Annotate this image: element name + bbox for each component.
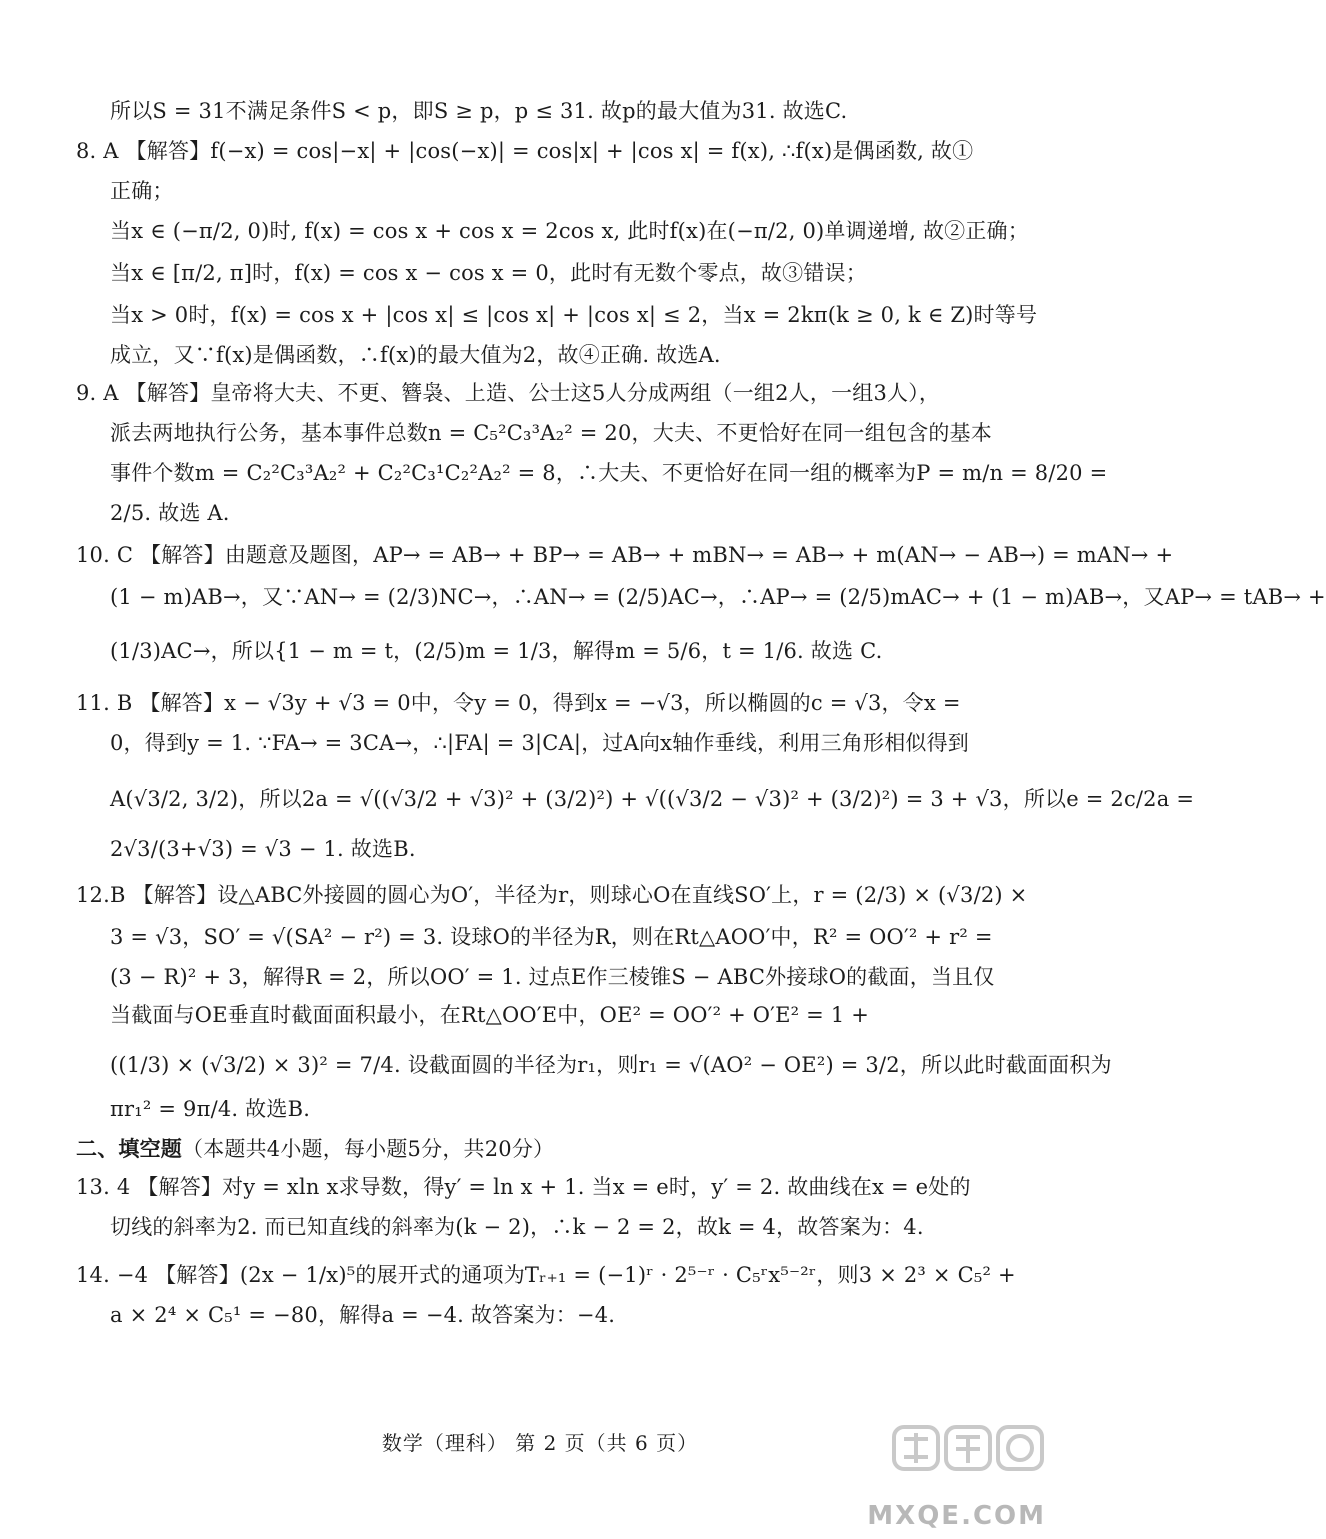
answer-11-line-1: 11. B 【解答】x − √3y + √3 = 0中，令y = 0，得到x = −√3，所以椭圆的c = √3，令x = bbox=[76, 691, 961, 715]
answer-10-line-1: 10. C 【解答】由题意及题图，AP→ = AB→ + BP→ = AB→ + mBN→ = AB→ + m(AN→ − AB→) = mAN→ + bbox=[76, 543, 1174, 567]
text-line: 当x > 0时，f(x) = cos x + |cos x| ≤ |cos x| + |cos x| ≤ 2，当x = 2kπ(k ≥ 0, k ∈ Z)时等号 bbox=[110, 303, 1038, 327]
page-footer: 数学（理科） 第 2 页（共 6 页） bbox=[381, 1431, 699, 1455]
text-line: 2/5. 故选 A. bbox=[110, 501, 230, 525]
text-line: 0，得到y = 1. ∵FA→ = 3CA→，∴|FA| = 3|CA|，过A向x轴作垂线，利用三角形相似得到 bbox=[110, 731, 970, 755]
section-note: （本题共4小题，每小题5分，共20分） bbox=[182, 1137, 555, 1161]
text-line: (3 − R)² + 3，解得R = 2，所以OO′ = 1. 过点E作三棱锥S − ABC外接球O的截面，当且仅 bbox=[110, 965, 995, 989]
text-line: 切线的斜率为2. 而已知直线的斜率为(k − 2)，∴k − 2 = 2，故k = 4，故答案为：4. bbox=[110, 1215, 924, 1239]
text-line: ((1/3) × (√3/2) × 3)² = 7/4. 设截面圆的半径为r₁，则r₁ = √(AO² − OE²) = 3/2，所以此时截面面积为 bbox=[110, 1053, 1112, 1077]
section-title: 二、填空题 bbox=[76, 1136, 182, 1161]
text-line: 所以S = 31不满足条件S < p，即S ≥ p，p ≤ 31. 故p的最大值为31. 故选C. bbox=[110, 99, 848, 123]
answer-12-line-1: 12.B 【解答】设△ABC外接圆的圆心为O′，半径为r，则球心O在直线SO′上，r = (2/3) × (√3/2) × bbox=[76, 883, 1028, 907]
text-line: 事件个数m = C₂²C₃³A₂² + C₂²C₃¹C₂²A₂² = 8，∴大夫、不更恰好在同一组的概率为P = m/n = 8/20 = bbox=[110, 461, 1108, 485]
answer-14-line-1: 14. −4 【解答】(2x − 1/x)⁵的展开式的通项为Tᵣ₊₁ = (−1)ʳ · 2⁵⁻ʳ · C₅ʳx⁵⁻²ʳ，则3 × 2³ × C₅² + bbox=[76, 1263, 1016, 1287]
answer-9-line-1: 9. A 【解答】皇帝将大夫、不更、簪袅、上造、公士这5人分成两组（一组2人，一组3人）， bbox=[76, 381, 941, 405]
text-line: 3 = √3，SO′ = √(SA² − r²) = 3. 设球O的半径为R，则在Rt△AOO′中，R² = OO′² + r² = bbox=[110, 925, 993, 949]
text-line: a × 2⁴ × C₅¹ = −80，解得a = −4. 故答案为：−4. bbox=[110, 1303, 616, 1327]
answer-13-line-1: 13. 4 【解答】对y = xln x求导数，得y′ = ln x + 1. 当x = e时，y′ = 2. 故曲线在x = e处的 bbox=[76, 1175, 971, 1199]
text-line: 正确； bbox=[110, 179, 174, 203]
text-line: 当x ∈ [π/2, π]时，f(x) = cos x − cos x = 0，此时有无数个零点，故③错误； bbox=[110, 261, 867, 285]
text-line: 当截面与OE垂直时截面面积最小，在Rt△OO′E中，OE² = OO′² + O′E² = 1 + bbox=[110, 1003, 870, 1027]
text-line: 当x ∈ (−π/2, 0)时, f(x) = cos x + cos x = 2cos x, 此时f(x)在(−π/2, 0)单调递增, 故②正确； bbox=[110, 219, 1029, 243]
watermark-text: MXQE.COM bbox=[867, 1501, 1046, 1531]
text-line: πr₁² = 9π/4. 故选B. bbox=[110, 1097, 311, 1121]
text-line: (1/3)AC→，所以{1 − m = t，(2/5)m = 1/3，解得m = 5/6，t = 1/6. 故选 C. bbox=[110, 639, 883, 663]
section-heading bbox=[76, 1134, 1106, 1164]
text-line: A(√3/2, 3/2)，所以2a = √((√3/2 + √3)² + (3/2)²) + √((√3/2 − √3)² + (3/2)²) = 3 + √3，所以e = 2c/2a = bbox=[110, 787, 1195, 811]
answer-8-line-1: 8. A 【解答】f(−x) = cos|−x| + |cos(−x)| = cos|x| + |cos x| = f(x), ∴f(x)是偶函数, 故① bbox=[76, 139, 974, 163]
text-line: 2√3/(3+√3) = √3 − 1. 故选B. bbox=[110, 837, 416, 861]
text-line: (1 − m)AB→，又∵AN→ = (2/3)NC→，∴AN→ = (2/5)AC→，∴AP→ = (2/5)mAC→ + (1 − m)AB→，又AP→ = tAB→ + bbox=[110, 585, 1326, 609]
text-line: 成立，又∵f(x)是偶函数，∴f(x)的最大值为2，故④正确. 故选A. bbox=[110, 343, 721, 367]
text-line: 派去两地执行公务，基本事件总数n = C₅²C₃³A₂² = 20，大夫、不更恰好在同一组包含的基本 bbox=[110, 421, 992, 445]
